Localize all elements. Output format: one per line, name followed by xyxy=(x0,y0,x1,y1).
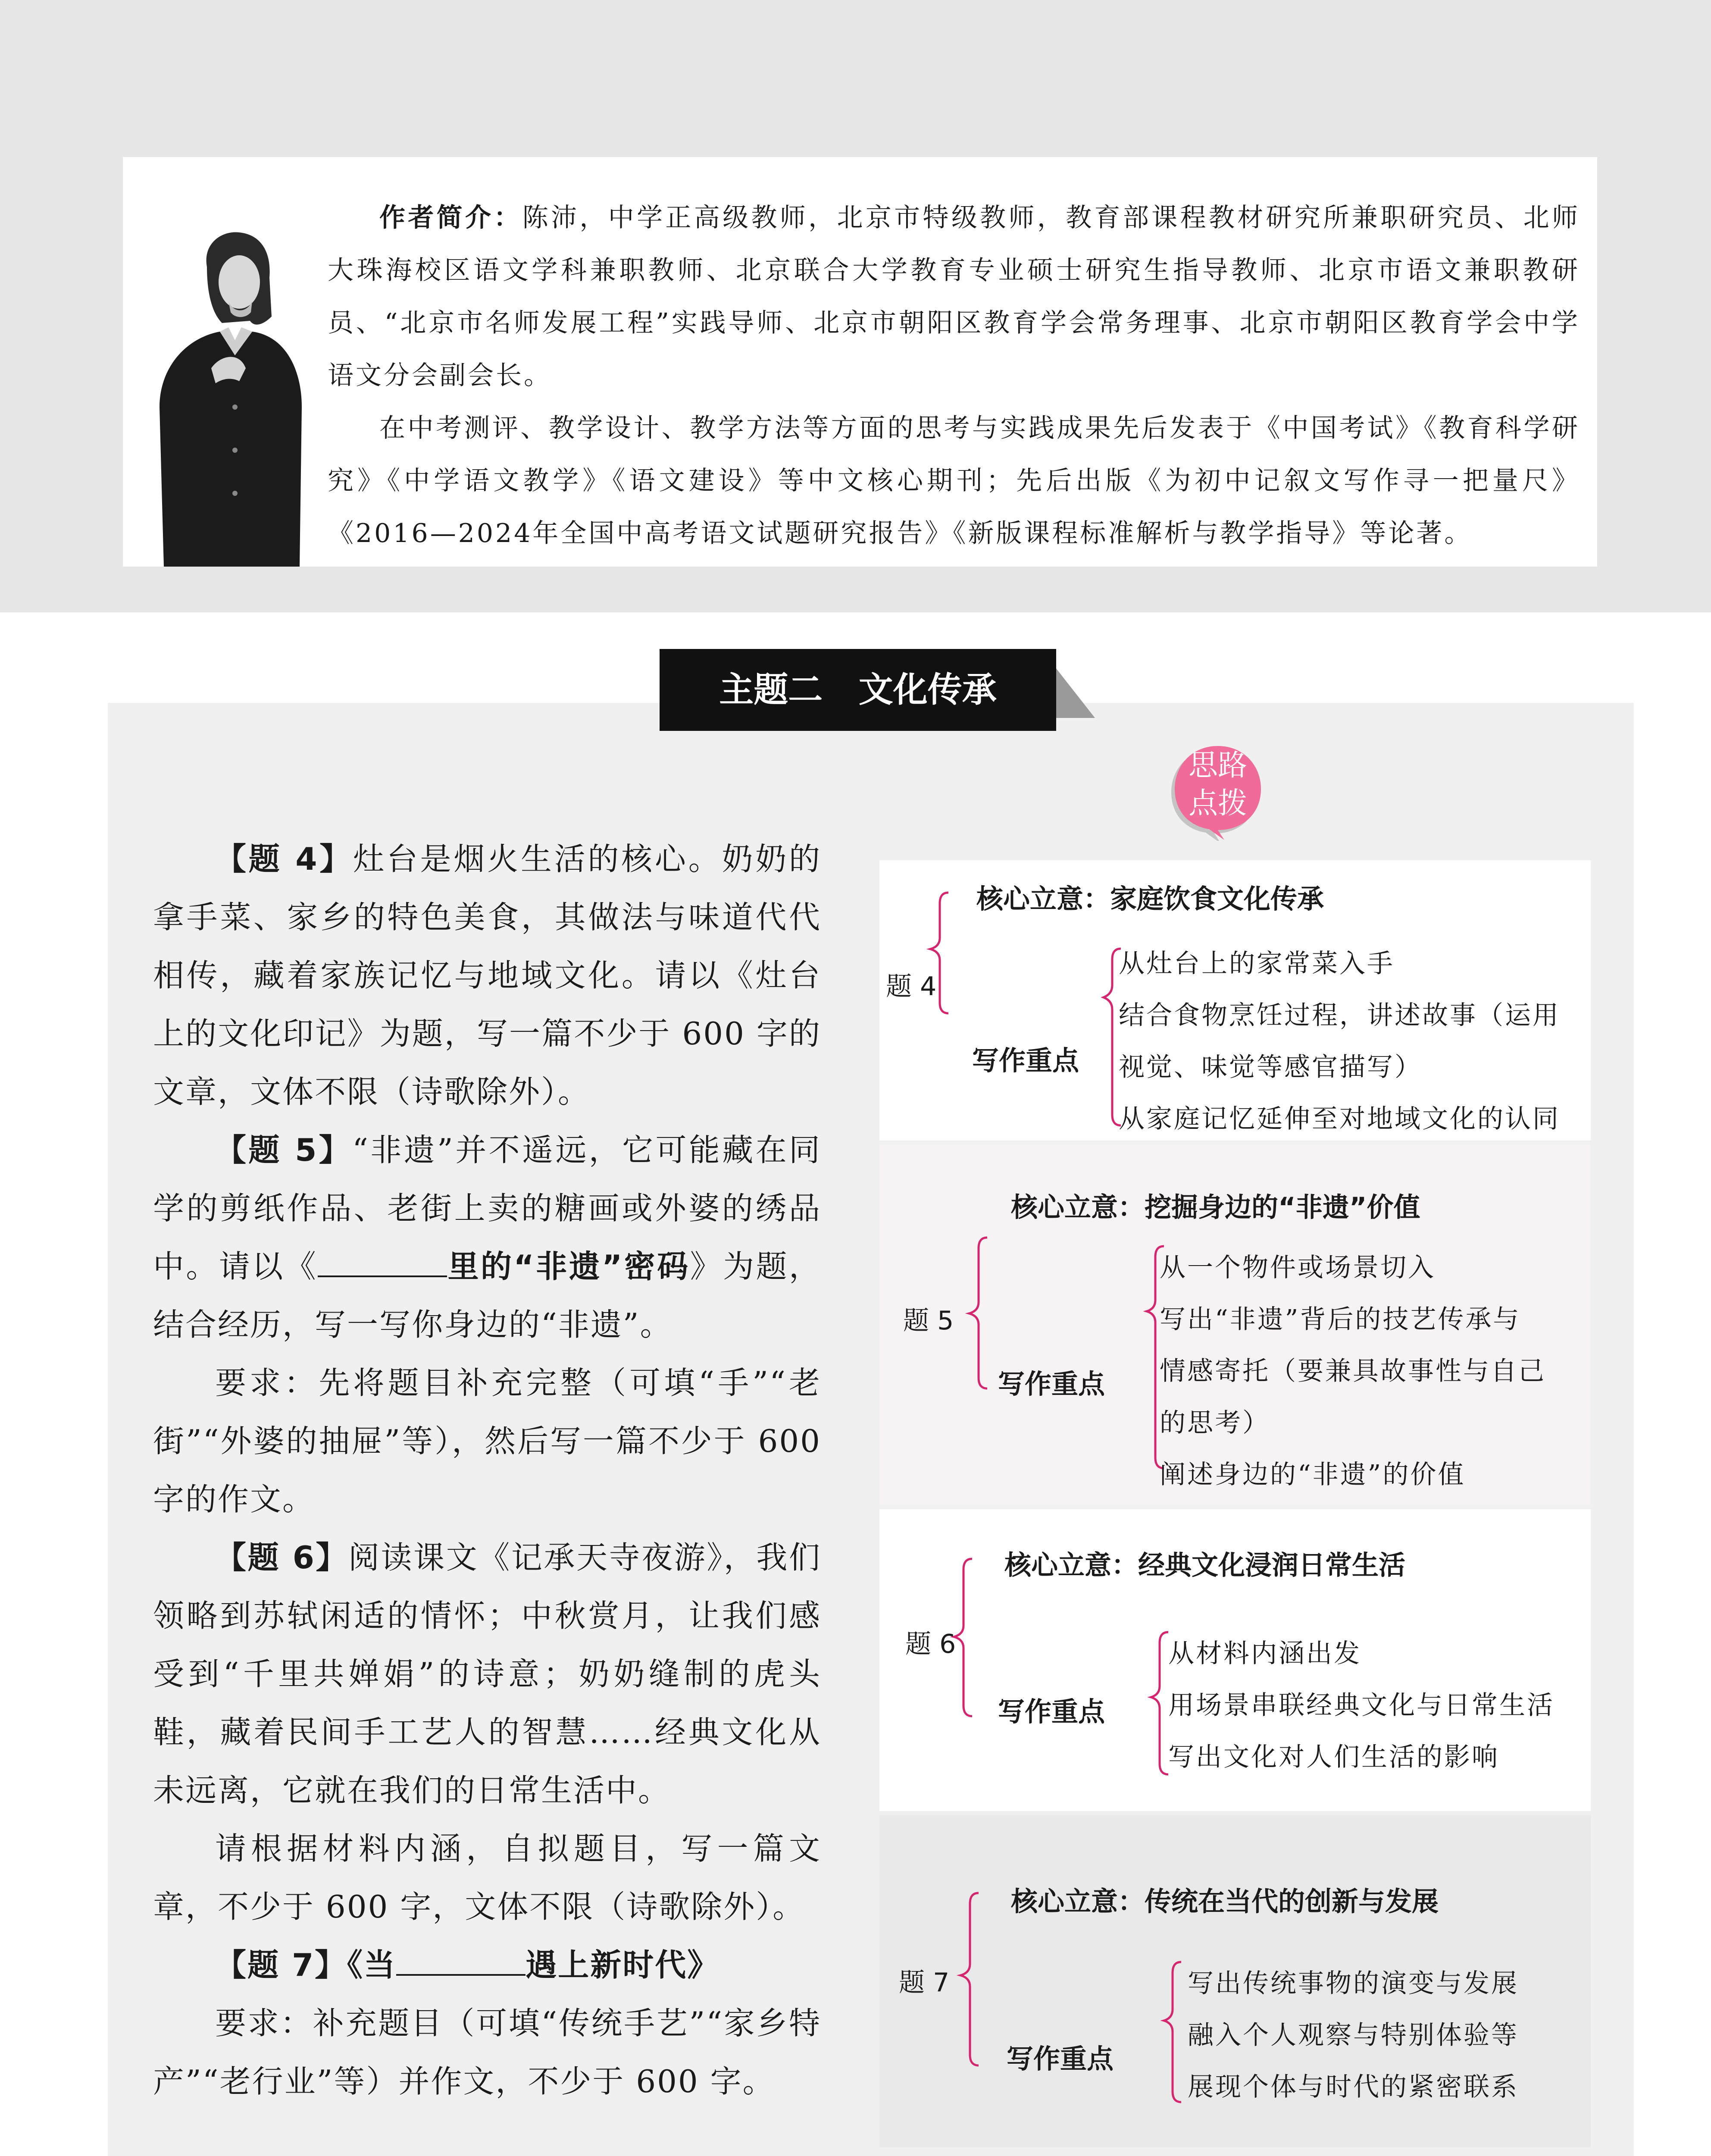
prompt-q6 xyxy=(153,1529,821,1820)
mindmap-q4-label: 写作重点 xyxy=(972,1045,1079,1076)
q5-text-b: 》为题，结合经历，写一写你身边的“非遗”。 xyxy=(153,1248,821,1343)
mindmap-q4-point: 从家庭记忆延伸至对地域文化的认同 xyxy=(1119,1104,1560,1134)
q7-title-a: 《当 xyxy=(347,1947,397,1983)
mindmap-q4-number: 题 4 xyxy=(886,971,937,1002)
q4-label: 【题 4】 xyxy=(215,841,353,877)
tips-badge-label xyxy=(1188,742,1248,828)
prompt-q5 xyxy=(153,1121,821,1354)
prompt-q7 xyxy=(153,1936,821,1994)
mindmap-q7 xyxy=(879,1815,1591,2147)
mindmap-q7-core: 核心立意：传统在当代的创新与发展 xyxy=(1011,1886,1439,1917)
author-bio-1: 陈沛，中学正高级教师，北京市特级教师，教育部课程教材研究所兼职研究员、北师大珠海校区语文学科兼职教师、北京联合大学教育专业硕士研究生指导教师、北京市语文兼职教研员、“北京市名师发展工程”实践导师、北京市朝阳区教育学会常务理事、北京市朝阳区教育学会中学语文分会副会长。 xyxy=(328,203,1580,391)
mindmap-q4-point: 结合食物烹饪过程，讲述故事（运用 xyxy=(1119,1000,1560,1031)
mindmap-q5-point: 写出“非遗”背后的技艺传承与 xyxy=(1160,1304,1521,1335)
mindmap-q5-point: 情感寄托（要兼具故事性与自己 xyxy=(1160,1356,1546,1386)
q7-blank xyxy=(396,1948,525,1976)
mindmap-q5-point: 的思考） xyxy=(1160,1408,1270,1438)
author-bio-paragraph-1 xyxy=(328,191,1580,402)
mindmap-q7-number: 题 7 xyxy=(899,1968,950,1998)
mindmap-q4-core: 核心立意：家庭饮食文化传承 xyxy=(976,883,1324,915)
mindmap-q4 xyxy=(879,860,1591,1141)
q6-label: 【题 6】 xyxy=(215,1539,349,1576)
mindmap-q5-point: 从一个物件或场景切入 xyxy=(1160,1253,1436,1283)
q5-blank xyxy=(318,1250,447,1277)
mindmap-q6-core: 核心立意：经典文化浸润日常生活 xyxy=(1004,1549,1406,1581)
mindmap-q6-point: 用场景串联经典文化与日常生活 xyxy=(1168,1690,1555,1720)
badge-line-2: 点拨 xyxy=(1188,787,1247,821)
mindmap-q5-point: 阐述身边的“非遗”的价值 xyxy=(1160,1460,1466,1490)
q6-text: 阅读课文《记承天寺夜游》，我们领略到苏轼闲适的情怀；中秋赏月，让我们感受到“千里共婵娟”的诗意；奶奶缝制的虎头鞋，藏着民间手工艺人的智慧……经典文化从未远离，它就在我们的日常生活中。 xyxy=(153,1539,821,1808)
mindmap-q7-label: 写作重点 xyxy=(1007,2043,1114,2075)
mindmap-q7-points xyxy=(1188,1958,1519,2113)
q5-label: 【题 5】 xyxy=(215,1132,353,1168)
q7-label: 【题 7】 xyxy=(215,1947,347,1983)
mindmap-q4-points xyxy=(1119,938,1560,1145)
mindmap-q5-label: 写作重点 xyxy=(998,1368,1105,1400)
mindmap-q5 xyxy=(879,1145,1591,1505)
mindmap-q5-number: 题 5 xyxy=(903,1306,954,1336)
mindmap-q6-points xyxy=(1168,1628,1555,1783)
q5-text-a: “非遗”并不遥远，它可能藏在同学的剪纸作品、老街上卖的糖画或外婆的绣品中。请以《 xyxy=(153,1132,821,1285)
section-title: 主题二 文化传承 xyxy=(660,649,1056,731)
mindmap-q4-point: 从灶台上的家常菜入手 xyxy=(1119,949,1395,979)
q5-title-bold: 里的“非遗”密码 xyxy=(447,1248,690,1285)
mindmap-q6-label: 写作重点 xyxy=(998,1696,1105,1727)
q6-requirement: 请根据材料内涵，自拟题目，写一篇文章，不少于 600 字，文体不限（诗歌除外）。 xyxy=(153,1830,821,1925)
q7-title-b: 遇上新时代》 xyxy=(525,1947,720,1983)
badge-line-1: 思路 xyxy=(1188,749,1247,783)
author-label: 作者简介： xyxy=(379,203,522,233)
mindmap-q7-point: 写出传统事物的演变与发展 xyxy=(1188,1968,1519,1999)
mindmap-q4-point: 视觉、味觉等感官描写） xyxy=(1119,1052,1422,1082)
mindmap-q7-point: 展现个体与时代的紧密联系 xyxy=(1188,2072,1519,2102)
mindmap-q6-point: 写出文化对人们生活的影响 xyxy=(1168,1742,1499,1772)
author-bio-2: 在中考测评、教学设计、教学方法等方面的思考与实践成果先后发表于《中国考试》《教育科学研究》《中学语文教学》《语文建设》等中文核心期刊；先后出版《为初中记叙文写作寻一把量尺》《2016—2024年全国中高考语文试题研究报告》《新版课程标准解析与教学指导》等论著。 xyxy=(328,413,1580,548)
writing-prompts xyxy=(153,830,821,2111)
mindmap-q5-core: 核心立意：挖掘身边的“非遗”价值 xyxy=(1011,1191,1420,1223)
q5-requirement: 要求：先将题目补充完整（可填“手”“老街”“外婆的抽屉”等），然后写一篇不少于 600 字的作文。 xyxy=(153,1365,821,1517)
q7-requirement: 要求：补充题目（可填“传统手艺”“家乡特产”“老行业”等）并作文，不少于 600 字。 xyxy=(153,2005,821,2100)
author-intro-box xyxy=(123,157,1597,567)
author-portrait xyxy=(147,226,310,567)
mindmap-q6-number: 题 6 xyxy=(905,1629,956,1659)
q4-text: 灶台是烟火生活的核心。奶奶的拿手菜、家乡的特色美食，其做法与味道代代相传，藏着家族记忆与地域文化。请以《灶台上的文化印记》为题，写一篇不少于 600 字的文章，文体不限（诗歌除外）。 xyxy=(153,841,821,1110)
mindmap-q6 xyxy=(879,1509,1591,1811)
mindmap-q6-point: 从材料内涵出发 xyxy=(1168,1639,1361,1669)
prompt-q4 xyxy=(153,830,821,1121)
mindmap-q7-point: 融入个人观察与特别体验等 xyxy=(1188,2020,1519,2050)
mindmap-q5-points xyxy=(1160,1242,1546,1501)
